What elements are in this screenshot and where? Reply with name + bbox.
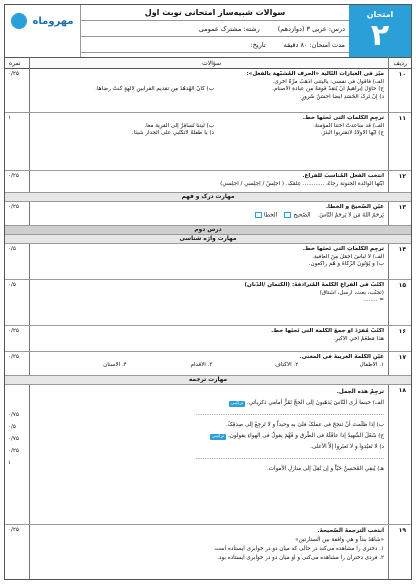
option-d: د) یا طفلةُ لاتکتُبي علی الجدار شیئاً. bbox=[131, 130, 214, 137]
option-b: ب) و یُؤتُونَ الزَّکاةَ و هُم راکعون. bbox=[308, 261, 384, 268]
question-body bbox=[32, 71, 384, 101]
exam-header bbox=[5, 5, 411, 57]
exam-sheet bbox=[4, 4, 412, 580]
question-17 bbox=[5, 352, 411, 376]
field-label: رشته: مشترک عمومی bbox=[198, 25, 260, 33]
correct-label: الصّحیح bbox=[293, 212, 311, 219]
option-a: الف) فأَقولُ فی نفسی: یالیتنی أذهبُ مرّةً أُخری. bbox=[272, 78, 384, 85]
col-score: نمره bbox=[9, 60, 21, 67]
section-band-comprehension: مهارت درک و فهم bbox=[5, 193, 411, 202]
header-info bbox=[81, 5, 349, 57]
exam-number: ۲ bbox=[370, 18, 390, 53]
tag-badge: ترکیبی bbox=[211, 434, 225, 439]
option-c: ج) شَغَلَ الشّهیدُ إذا عاقَلَهُ فی الطّرقِ و فَهَّمَ یقولُ فی الهواءِ یقولون. bbox=[228, 433, 384, 439]
question-16 bbox=[5, 326, 411, 352]
score-a: ۰/۷۵ bbox=[8, 412, 19, 418]
question-number: ۱۷ bbox=[398, 354, 406, 361]
score-c: ۰/۷۵ bbox=[8, 436, 19, 442]
option-d: د) إنّ تَرکَ الحَسَدِ أَیضاً أحسَنُ سُرورٍ. bbox=[299, 93, 384, 100]
score-b: ۰/۵ bbox=[8, 424, 16, 430]
question-10 bbox=[5, 69, 411, 113]
option-c: ج) حاوَلَ إبراهیمُ أنْ یُنقِذَ قومَهُ مِن عبادةِ الأصنام. bbox=[272, 86, 384, 93]
option-1: ۱. دختری را مشاهده می‌کند در حالی که میان دو در خوابری ایستاده است bbox=[214, 546, 384, 552]
option-b: ب) إذا ظلَمتَ أنْ تنجحَ فی عملکَ فلیَ بهِ وحیداً و لا تَرجِعْ إلی صِدقِکَ. bbox=[226, 422, 384, 428]
option-e: هـ) یُبقِي المُحسِنُ حَیّاً و إن نُقِلَ إلی منازلِ الأموات. bbox=[266, 466, 384, 472]
question-prompt: ترجِمْ هذه الجمل. bbox=[336, 389, 384, 395]
question-score: ۰/۵ bbox=[8, 282, 16, 288]
question-score: ۱ bbox=[8, 115, 12, 121]
option-2: ۲. فردی دختران را مشاهده می‌کنی و او میان دو در خوابری ایستاده بود. bbox=[217, 555, 384, 561]
option-b: ب) لیتنا نُسافِرُ إلی القریة معاً. bbox=[144, 122, 214, 129]
wrong-label: الخطأ bbox=[263, 212, 278, 219]
question-number: ۱۰ bbox=[398, 71, 406, 78]
question-score: ۰/۵ bbox=[8, 246, 16, 252]
question-13 bbox=[5, 202, 411, 226]
date-label: تاریخ: bbox=[250, 41, 266, 49]
question-prompt: انتخب الترجمةَ الصّحیحةَ. bbox=[317, 528, 384, 534]
option-a: الف) حینما أری النّاسَ یَذهَبونَ إلی الحجِّ تَمُرُّ أمامي ذکریاتي. bbox=[247, 400, 384, 406]
question-scores bbox=[8, 409, 28, 469]
question-11 bbox=[5, 113, 411, 171]
question-number: ۱۲ bbox=[398, 173, 406, 180]
question-prompt: میِّز فی العبارات التّالیة «الحرف المُشبَّهة بالفعل»: bbox=[246, 71, 384, 77]
option-2: ۲. الأکتاف bbox=[275, 361, 299, 368]
question-number: ۱۵ bbox=[398, 282, 406, 289]
question-18 bbox=[5, 385, 411, 525]
question-score: ۰/۲۵ bbox=[8, 328, 19, 334]
question-body bbox=[32, 173, 384, 188]
question-line: یَرحَمُ اللهُ مَن لا یَرحَمُ النّاسَ. bbox=[317, 212, 384, 219]
header-meta-row-2 bbox=[81, 37, 349, 53]
question-19 bbox=[5, 525, 411, 580]
question-score: ۰/۲۵ bbox=[8, 71, 19, 77]
exam-label: امتحان bbox=[366, 10, 394, 19]
question-prompt: انتخب الفعلَ المُناسبَ للفراغ. bbox=[302, 173, 384, 179]
question-body bbox=[32, 246, 384, 269]
question-body bbox=[32, 354, 384, 369]
exam-title: سوالات شبیه‌ساز امتحانی نوبت اول bbox=[81, 5, 349, 21]
question-number: ۱۸ bbox=[398, 387, 406, 394]
brand-logo-icon bbox=[11, 13, 27, 29]
option-c: ج) أیُّها الأولادُ لاتقتربوا البئرَ. bbox=[320, 130, 384, 137]
header-meta-row bbox=[81, 21, 349, 37]
brand-name: مهروماه bbox=[32, 15, 74, 27]
question-line: (تجنَّب، بعث، أرسل، اشتاق) bbox=[319, 289, 384, 296]
question-number: ۱۴ bbox=[398, 246, 406, 253]
question-prompt: عیِّنِ الصّحیحَ و الخطأ. bbox=[325, 204, 384, 210]
option-d: د) لا تَعبُدوا و لا تَعبَروا إلاّ الأعلی. bbox=[310, 444, 384, 450]
section-band-vocab: مهارت واژه شناسی bbox=[5, 235, 411, 244]
col-questions: سؤالات bbox=[202, 60, 221, 67]
question-body bbox=[32, 328, 384, 343]
question-15 bbox=[5, 280, 411, 326]
option-3: ۳. الأقدام bbox=[190, 361, 213, 368]
question-prompt: اُکتُبْ مُفرَدَ أو جمعَ الکلمة الّتی تَحتَها خطٌّ. bbox=[271, 328, 384, 334]
question-body bbox=[32, 282, 384, 305]
answer-line[interactable]: .......................................................................................................... bbox=[195, 411, 384, 417]
column-headers bbox=[5, 57, 411, 69]
question-body bbox=[32, 204, 384, 220]
wrong-checkbox[interactable] bbox=[255, 212, 262, 218]
question-number: ۱۶ bbox=[398, 328, 406, 335]
question-12 bbox=[5, 171, 411, 193]
question-score: ۰/۲۵ bbox=[8, 173, 19, 179]
question-line: هذا مَطعَمُ أخي الأکبرِ. bbox=[333, 335, 384, 342]
question-number: ۱۱ bbox=[398, 115, 406, 122]
question-score: ۰/۲۵ bbox=[8, 204, 19, 210]
question-number: ۱۹ bbox=[398, 527, 406, 534]
option-1: ۱. الأطفال bbox=[359, 361, 384, 368]
score-d: ۰/۲۵ bbox=[8, 448, 19, 454]
question-prompt: ترجِمِ الکلماتِ الّتی تَحتَها خطٌّ. bbox=[302, 246, 384, 252]
question-number: ۱۳ bbox=[398, 204, 406, 211]
tag-badge: ترکیبی bbox=[230, 401, 244, 406]
answer-blank[interactable]: = ........ bbox=[363, 297, 384, 304]
brand-logo bbox=[5, 5, 81, 57]
question-prompt: عیِّنِ الکلمةَ الغریبةَ فی المعنی. bbox=[299, 354, 384, 360]
option-b: ب) کأنّ الهُدهُدَ مِن تقدیم القرابینِ لِآلهةٍ کُنتُ رضاها. bbox=[95, 86, 214, 93]
answer-line[interactable]: .......................................................................................................... bbox=[195, 455, 384, 461]
duration-label: مدت امتحان: ۸۰ دقیقه bbox=[283, 41, 345, 49]
question-prompt: اُکتُبْ فی الفراغِ الکلمةَ المُترادفةَ: (الکتمان /الدّنان) bbox=[244, 282, 384, 288]
question-prompt: ترجِمِ الکلماتِ الّتی تَحتَها خطٌّ. bbox=[302, 115, 384, 121]
question-14 bbox=[5, 244, 411, 280]
option-a: الف) قد ساعدتْ أُختنا المؤمنةَ. bbox=[313, 122, 384, 129]
question-line: «شاهَدَ بنتاً و هي واقفة بین الستارتین» bbox=[295, 537, 384, 543]
course-label: درس: عربی ۳ (دوازدهم) bbox=[277, 25, 345, 33]
question-line: أیّتُها الوالدة الحنونة رجاءً، ............ عِلمَکِ. ( أجلِسْ / اِجلِسي / أجلِسي) bbox=[220, 180, 384, 187]
col-num: ردیف bbox=[393, 60, 407, 67]
exam-number-badge bbox=[349, 5, 411, 57]
question-body bbox=[32, 115, 384, 138]
correct-checkbox[interactable] bbox=[284, 212, 291, 218]
option-4: ۴. الأسنان bbox=[103, 361, 127, 368]
option-a: الف) لا لباسَ أجمَلُ مِنَ العافیةِ. bbox=[312, 253, 384, 260]
section-band-lesson2: درس دوم bbox=[5, 226, 411, 235]
score-e: ۱ bbox=[8, 460, 12, 466]
question-score: ۰/۲۵ bbox=[8, 527, 19, 533]
question-body bbox=[32, 527, 384, 563]
section-band-translation: مهارت ترجمه bbox=[5, 376, 411, 385]
question-score: ۰/۲۵ bbox=[8, 354, 19, 360]
question-body bbox=[32, 387, 384, 475]
